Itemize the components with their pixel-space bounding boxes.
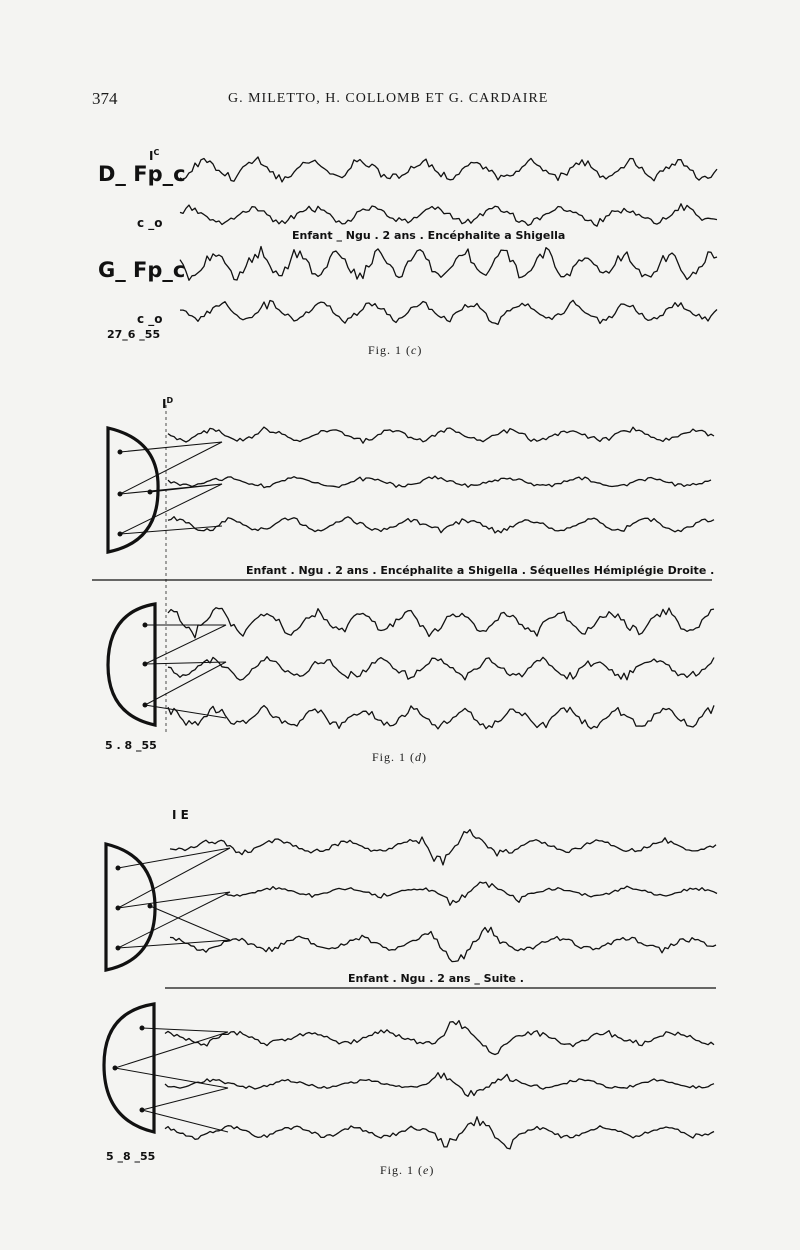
fig-e-annotation: Enfant . Ngu . 2 ans _ Suite . [348, 972, 524, 985]
fig-d-annotation: Enfant . Ngu . 2 ans . Encéphalite a Shigella . Séquelles Hémiplégie Droite . [246, 564, 715, 577]
fig-c-marker: $I^C$ [149, 148, 160, 163]
eeg-trace [165, 1021, 714, 1055]
eeg-trace [168, 705, 714, 729]
eeg-trace [180, 300, 717, 324]
electrode-wiring [120, 442, 222, 534]
eeg-trace [165, 1117, 714, 1149]
head-diagram-right [108, 604, 155, 725]
electrode-wiring [118, 848, 230, 948]
eeg-trace [168, 476, 711, 488]
eeg-trace [170, 927, 716, 961]
fig-c-label-c-o-2: c _o [137, 312, 163, 326]
running-head-authors: G. MILETTO, H. COLLOMB ET G. CARDAIRE [228, 91, 549, 106]
page-number: 374 [92, 89, 118, 108]
fig-d-marker: $I^D$ [162, 396, 174, 411]
fig-e-marker: I E [172, 808, 189, 822]
fig-c-date: 27_6 _55 [107, 328, 161, 341]
eeg-trace [168, 657, 714, 680]
fig-c-label-d-fp-c: D_ Fp_c [98, 162, 186, 186]
fig-e-date: 5 _8 _55 [106, 1150, 156, 1163]
fig-c-annotation: Enfant _ Ngu . 2 ans . Encéphalite a Shigella [292, 229, 566, 242]
electrode-wiring [145, 625, 226, 718]
fig-d-caption: Fig. 1 (d) [372, 750, 428, 764]
fig-c-caption: Fig. 1 (c) [368, 343, 423, 357]
eeg-trace [225, 882, 717, 905]
fig-c-label-c-o-1: c _o [137, 216, 163, 230]
fig-d-date: 5 . 8 _55 [105, 739, 157, 752]
eeg-trace [180, 247, 717, 281]
eeg-trace [168, 608, 714, 638]
eeg-trace [165, 1073, 714, 1097]
electrode-wiring [115, 1028, 228, 1132]
eeg-trace [168, 427, 714, 443]
eeg-trace [180, 204, 717, 226]
fig-c-label-g-fp-c: G_ Fp_c [98, 258, 186, 282]
head-diagram-right [104, 1004, 154, 1132]
eeg-trace [170, 830, 716, 865]
eeg-trace [168, 517, 714, 533]
fig-c-traces [0, 140, 800, 340]
fig-e-caption: Fig. 1 (e) [380, 1163, 435, 1177]
fig-e-diagram [0, 820, 800, 1150]
eeg-trace [180, 157, 717, 182]
